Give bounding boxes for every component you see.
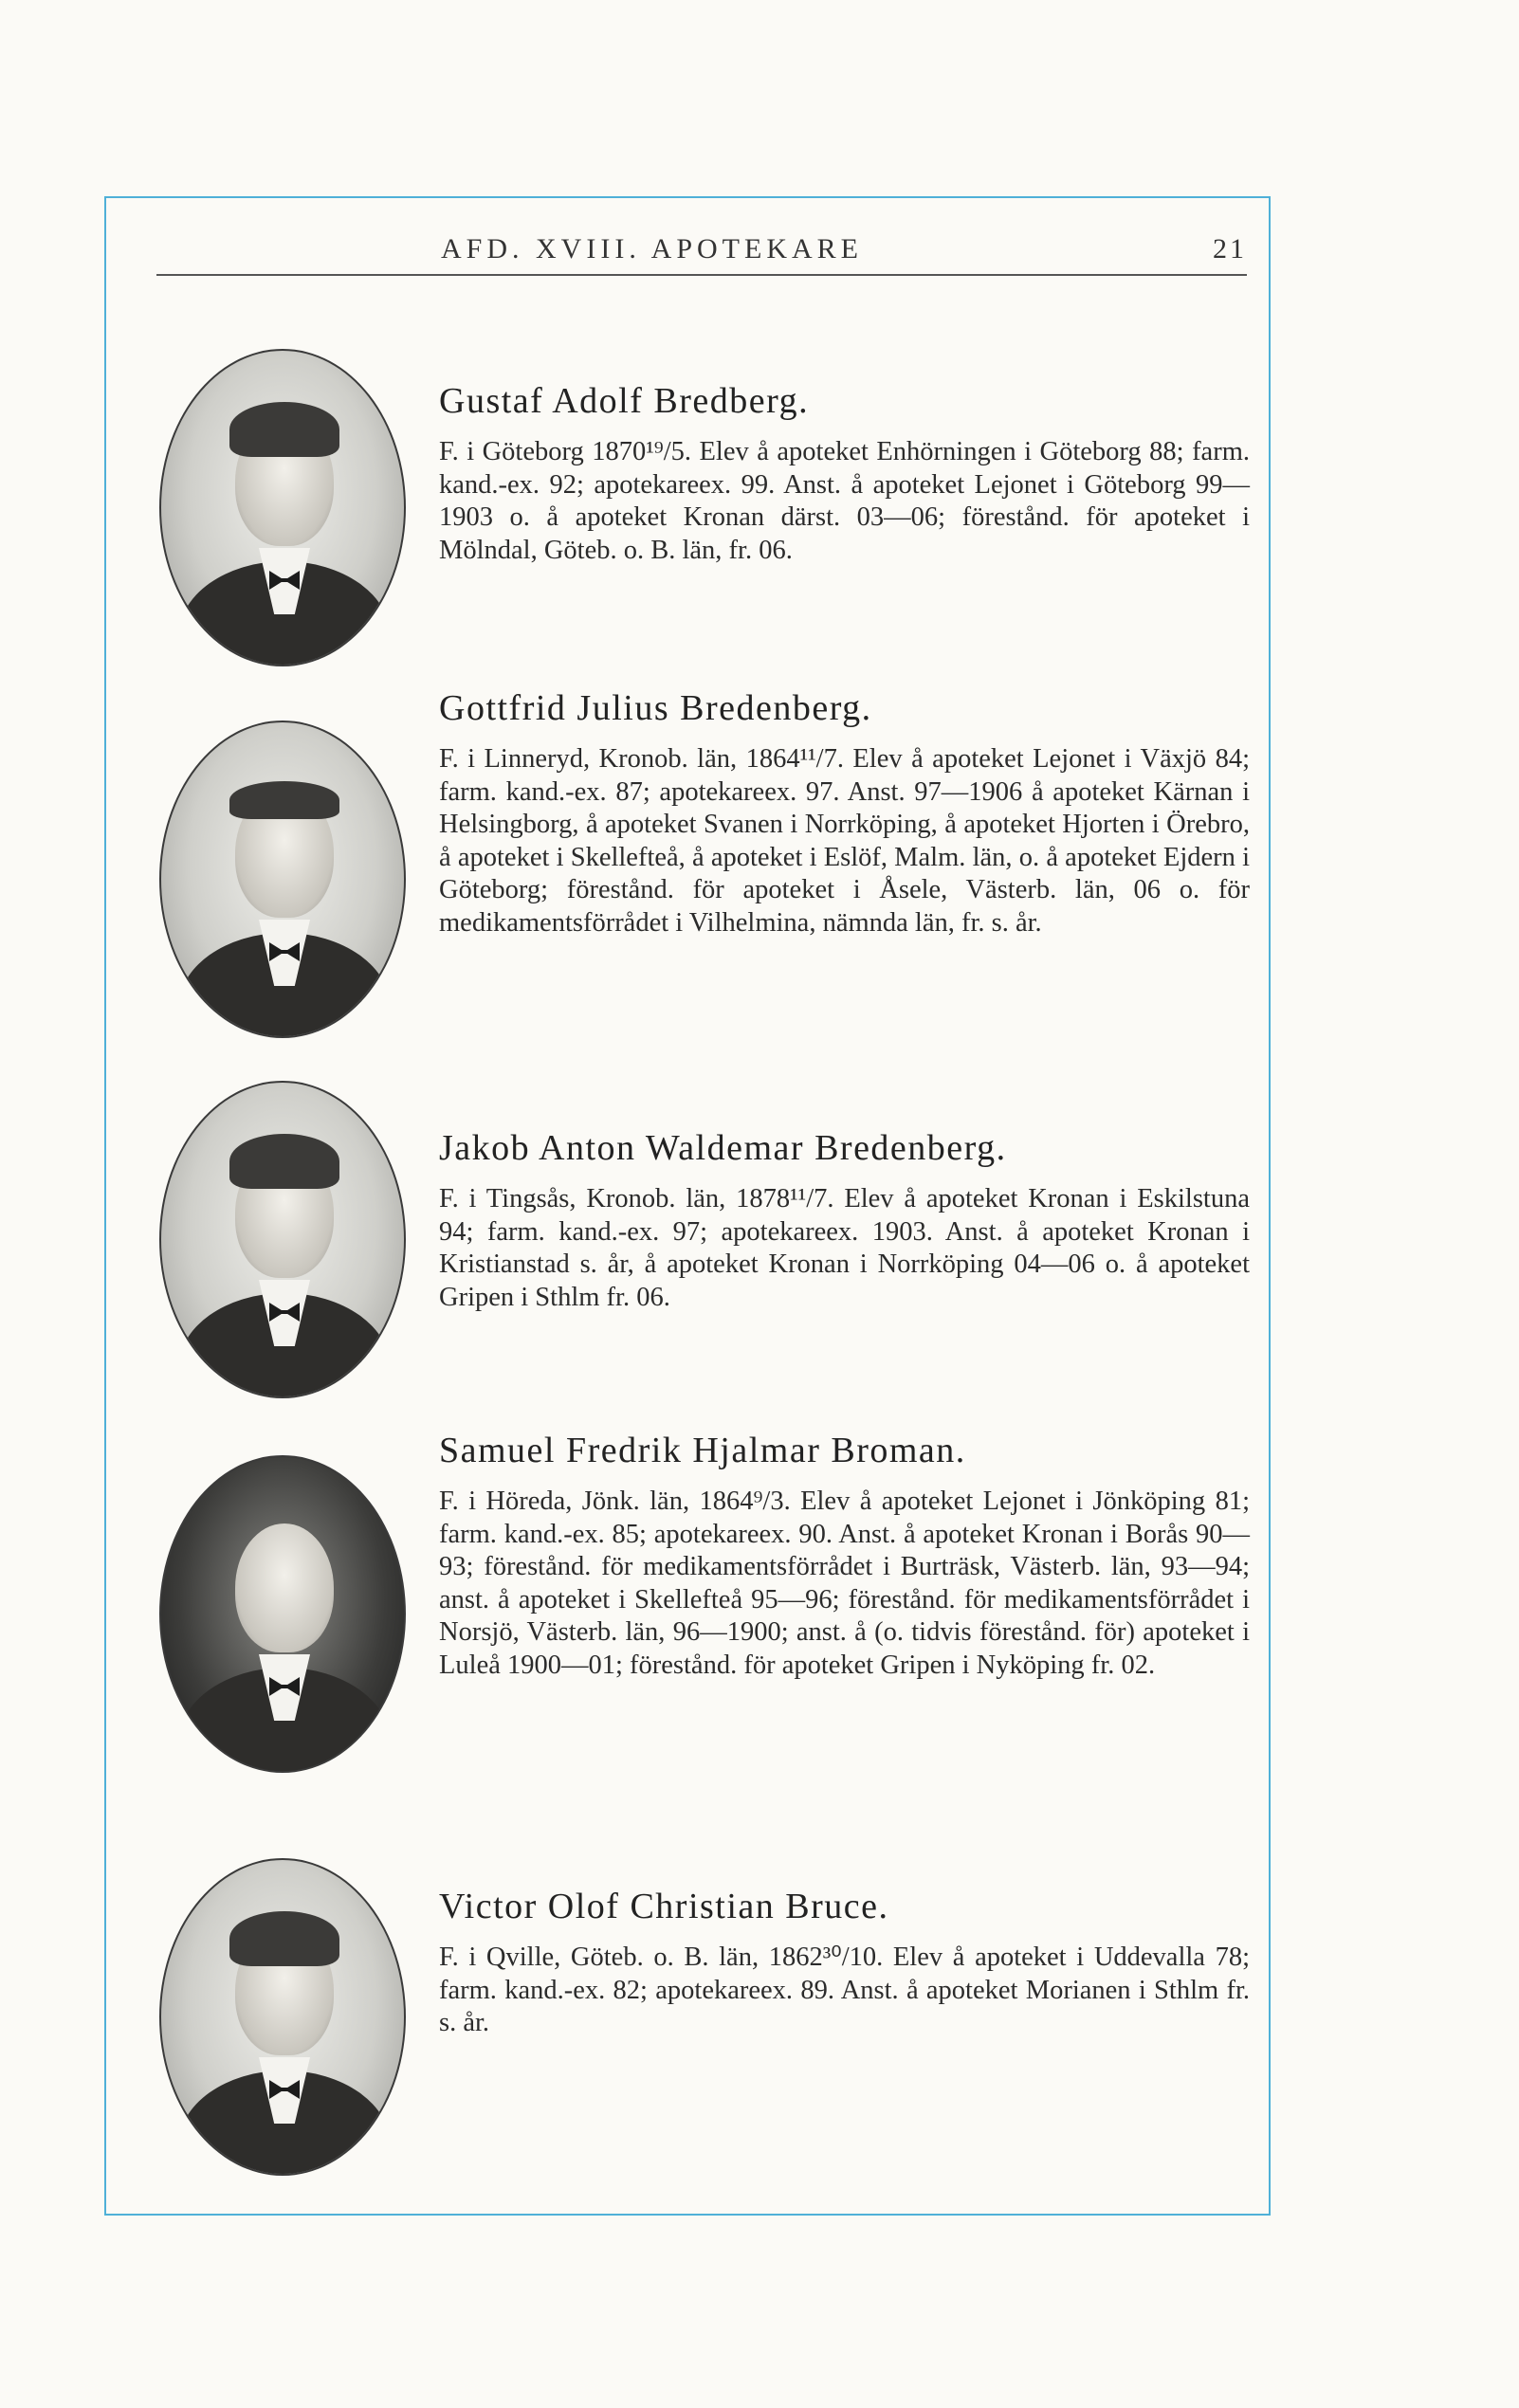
section-title: AFD. XVIII. APOTEKARE xyxy=(441,233,863,265)
biography: F. i Tingsås, Kronob. län, 1878¹¹/7. Elev å apoteket Kronan i Eskilstuna 94; farm. kand.-ex. 97; apotekareex. 1903. Anst. å apoteket Kronan i Kristianstad s. år, å apoteket Kronan i Norrköping 04—06 o. å apoteket Gripen i Sthlm fr. 06. xyxy=(439,1184,1250,1312)
biography: F. i Qville, Göteb. o. B. län, 1862³⁰/10. Elev å apoteket i Uddevalla 78; farm. kand.-ex. 82; apotekareex. 89. Anst. å apoteket Morianen i Sthlm fr. s. år. xyxy=(439,1943,1250,2037)
person-name: Jakob Anton Waldemar Bredenberg. xyxy=(439,1128,1007,1168)
header-rule xyxy=(156,274,1247,276)
biography: F. i Linneryd, Kronob. län, 1864¹¹/7. Elev å apoteket Lejonet i Växjö 84; farm. kand.-ex. 87; apotekareex. 97. Anst. 97—1906 å apoteket Kärnan i Helsingborg, å apoteket Svanen i Norrköping, å apoteket Hjorten i Örebro, å apoteket i Skellefteå, å apoteket i Eslöf, Malm. län, o. å apoteket Ejdern i Göteborg; förestånd. för apoteket i Åsele, Västerb. län, 06 o. för medikamentsförrådet i Vilhelmina, nämnda län, fr. s. år. xyxy=(439,744,1250,938)
portrait-bredberg xyxy=(159,349,406,666)
page-number: 21 xyxy=(1213,233,1247,265)
biography: F. i Höreda, Jönk. län, 1864⁹/3. Elev å apoteket Lejonet i Jönköping 81; farm. kand.-ex. 85; apotekareex. 90. Anst. å apoteket Kronan i Borås 90—93; förestånd. för medikamentsförrådet i Burträsk, Västerb. län, 93—94; anst. å apoteket i Skellefteå 95—96; förestånd. för medikamentsförrådet i Norsjö, Västerb. län, 96—1900; anst. å (o. tidvis förestånd. för) apoteket i Luleå 1900—01; förestånd. för apoteket Gripen i Nyköping fr. 02. xyxy=(439,1487,1250,1680)
portrait-bruce xyxy=(159,1858,406,2176)
person-name: Victor Olof Christian Bruce. xyxy=(439,1887,889,1926)
portrait-broman xyxy=(159,1455,406,1773)
portrait-jakob-bredenberg xyxy=(159,1081,406,1398)
person-name: Gustaf Adolf Bredberg. xyxy=(439,381,810,421)
portrait-gottfrid-bredenberg xyxy=(159,721,406,1038)
person-name: Gottfrid Julius Bredenberg. xyxy=(439,688,872,728)
person-name: Samuel Fredrik Hjalmar Broman. xyxy=(439,1431,966,1470)
biography: F. i Göteborg 1870¹⁹/5. Elev å apoteket Enhörningen i Göteborg 88; farm. kand.-ex. 92; apotekareex. 99. Anst. å apoteket Lejonet i Göteborg 99—1903 o. å apoteket Kronan därst. 03—06; förestånd. för apoteket i Mölndal, Göteb. o. B. län, fr. 06. xyxy=(439,437,1250,565)
running-header xyxy=(156,233,1247,273)
